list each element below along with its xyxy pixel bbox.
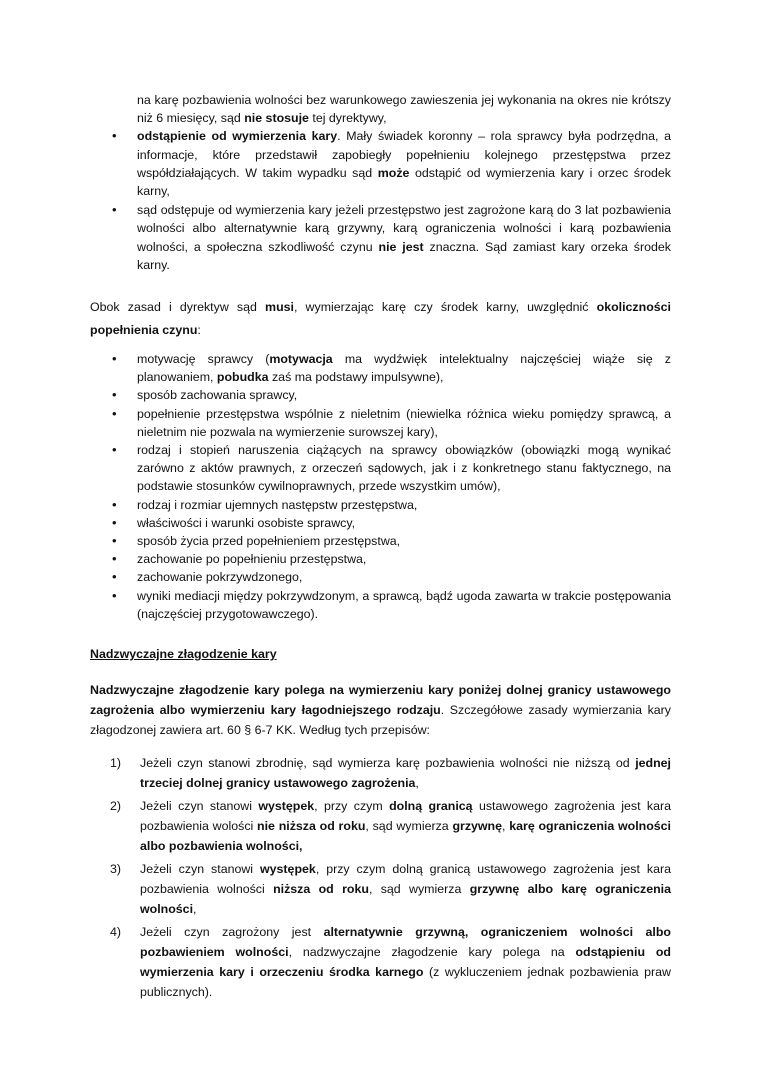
text-run: rodzaj i stopień naruszenia ciążących na sprawcy obowiązków (obowiązki mogą wynikać zarówno z aktów prawnych, z orzeczeń sądowych, jak i z konkretnego stanu faktycznego, na podstawie stosunków cywilnoprawnych, przede wszystkim umów), — [137, 443, 671, 494]
text-run: , wymierzając karę czy środek karny, uwzględnić — [293, 300, 597, 314]
item-text — [140, 862, 671, 916]
list-item — [137, 386, 671, 404]
bold-run: występek — [258, 799, 315, 813]
text-run: (z wykluczeniem jednak pozbawienia praw publicznych). — [140, 965, 671, 999]
bold-run: alternatywnie grzywną, ograniczeniem wolności albo pozbawieniem wolności — [140, 925, 671, 959]
text-run: motywację sprawcy ( — [137, 352, 270, 366]
item-text — [140, 925, 671, 999]
text-run: na karę pozbawienia wolności bez warunkowego zawieszenia jej wykonania na okres nie krótszy niż 6 miesięcy, sąd — [137, 93, 671, 126]
item-number: 4) — [110, 925, 122, 939]
text-run: , nadzwyczajne złagodzenie kary polega na — [288, 945, 576, 959]
list-item — [137, 405, 671, 441]
text-run: Jeżeli czyn stanowi — [140, 862, 261, 876]
bold-run: grzywnę — [452, 819, 503, 833]
list-item — [137, 201, 671, 274]
list-item — [137, 532, 671, 550]
section-heading: Nadzwyczajne złagodzenie kary — [90, 647, 277, 661]
text-run: , — [193, 902, 197, 916]
item-number: 3) — [110, 862, 122, 876]
text-run: Jeżeli czyn stanowi — [140, 799, 259, 813]
text-run: wyniki mediacji między pokrzywdzonym, a sprawcą, bądź ugoda zawarta w trakcie postępowania (najczęściej przygotowawczego). — [137, 588, 671, 621]
text-run: , — [415, 776, 419, 790]
circumstances-list — [137, 350, 671, 623]
text-run: ma wydźwięk intelektualny najczęściej wiąże się z planowaniem, — [137, 352, 671, 385]
list-item — [137, 550, 671, 568]
bold-run: musi — [265, 300, 294, 314]
circumstances-intro — [90, 296, 671, 342]
list-item — [137, 350, 671, 386]
text-run: , — [502, 819, 510, 833]
text-run: sąd odstępuje od wymierzenia kary jeżeli przestępstwo jest zagrożone karą do 3 lat pozbawienia wolności albo alternatywnie karą grzywny, karą ograniczenia wolności i karą pozbawienia wolności, a społeczna szkodliwość czynu — [137, 203, 671, 254]
text-run: , przy czym dolną granicą ustawowego zagrożenia jest kara pozbawienia wolności — [140, 862, 671, 896]
text-run: ustawowego zagrożenia jest kara pozbawienia wolości — [140, 799, 672, 833]
bold-run: występek — [260, 862, 316, 876]
bold-run: jednej trzeciej dolnej granicy ustawowego zagrożenia — [140, 756, 671, 790]
text-run: rodzaj i rozmiar ujemnych następstw przestępstwa, — [137, 497, 418, 512]
top-bullet-list — [137, 127, 671, 274]
bold-run: nie niższa od roku — [257, 819, 366, 833]
numbered-item — [110, 859, 671, 919]
bold-run: dolną granicą — [389, 799, 473, 813]
item-text — [140, 799, 671, 853]
text-run: odstąpić od wymierzenia kary i orzec środek karny, — [137, 165, 671, 199]
list-item — [137, 127, 671, 200]
top-block — [137, 91, 671, 274]
bold-run: odstąpienie od wymierzenia kary — [137, 129, 338, 144]
text-run: , sąd wymierza — [368, 882, 470, 896]
bold-run: niższa od roku — [273, 882, 369, 896]
text-run: zaś ma podstawy impulsywne), — [268, 370, 444, 385]
text-run: , przy czym — [314, 799, 390, 813]
bold-run: grzywnę albo karę ograniczenia wolności — [140, 882, 671, 916]
section-intro — [90, 680, 671, 740]
bold-run: motywacja — [269, 352, 333, 366]
numbered-item — [110, 796, 672, 856]
bold-run: nie jest — [378, 239, 424, 254]
text-run: znaczna. Sąd zamiast kary orzeka środek karny. — [137, 239, 671, 272]
text-run: . Mały świadek koronny – rola sprawcy była podrzędna, a informacje, które przedstawił zapobiegły popełnieniu kolejnego przestępstwa przez współdziałających. W takim wypadku sąd — [137, 129, 671, 180]
text-run: sposób życia przed popełnieniem przestępstwa, — [137, 534, 401, 549]
bold-run: okoliczności popełnienia czynu — [90, 300, 671, 337]
bold-run: pobudka — [216, 370, 269, 385]
text-run: popełnienie przestępstwa wspólnie z nieletnim (niewielka różnica wieku pomiędzy sprawcą, a nieletnim nie pozwala na wymierzenie surowszej kary), — [137, 406, 671, 439]
text-run: Jeżeli czyn stanowi zbrodnię, sąd wymierza karę pozbawienia wolności nie niższą od — [140, 756, 636, 770]
bold-run: karę ograniczenia wolności albo pozbawienia wolności, — [140, 819, 672, 853]
bold-run: Nadzwyczajne złagodzenie kary polega na wymierzeniu kary poniżej dolnej granicy ustawowego zagrożenia albo wymierzeniu kary łagodniejszego rodzaju — [90, 683, 671, 717]
numbered-item — [110, 922, 672, 1002]
text-run: zachowanie po popełnieniu przestępstwa, — [137, 552, 367, 567]
list-item — [137, 514, 671, 532]
item-number: 2) — [110, 799, 122, 813]
text-run: właściwości i warunki osobiste sprawcy, — [137, 515, 356, 530]
text-run: Jeżeli czyn zagrożony jest — [140, 925, 324, 939]
list-item — [137, 441, 671, 496]
text-run: Obok zasad i dyrektyw sąd — [90, 300, 266, 314]
item-number: 1) — [110, 756, 122, 770]
bold-run: może — [377, 165, 410, 180]
rules-list — [110, 753, 672, 1002]
bold-run: nie stosuje — [244, 111, 309, 126]
list-item — [137, 568, 671, 586]
list-item — [137, 587, 671, 623]
text-run: . Szczegółowe zasady wymierzania kary złagodzonej zawiera art. 60 § 6-7 KK. Według tych przepisów: — [90, 703, 672, 737]
intro-line — [137, 91, 671, 127]
text-run: tej dyrektywy, — [308, 111, 387, 126]
bold-run: odstąpieniu od wymierzenia kary i orzeczeniu środka karnego — [140, 945, 672, 979]
list-item — [137, 496, 671, 514]
text-run: : — [197, 323, 201, 337]
text-run: sposób zachowania sprawcy, — [137, 388, 298, 403]
numbered-item — [110, 753, 671, 793]
text-run: , sąd wymierza — [365, 819, 453, 833]
text-run: zachowanie pokrzywdzonego, — [137, 570, 303, 585]
item-text — [140, 756, 671, 790]
